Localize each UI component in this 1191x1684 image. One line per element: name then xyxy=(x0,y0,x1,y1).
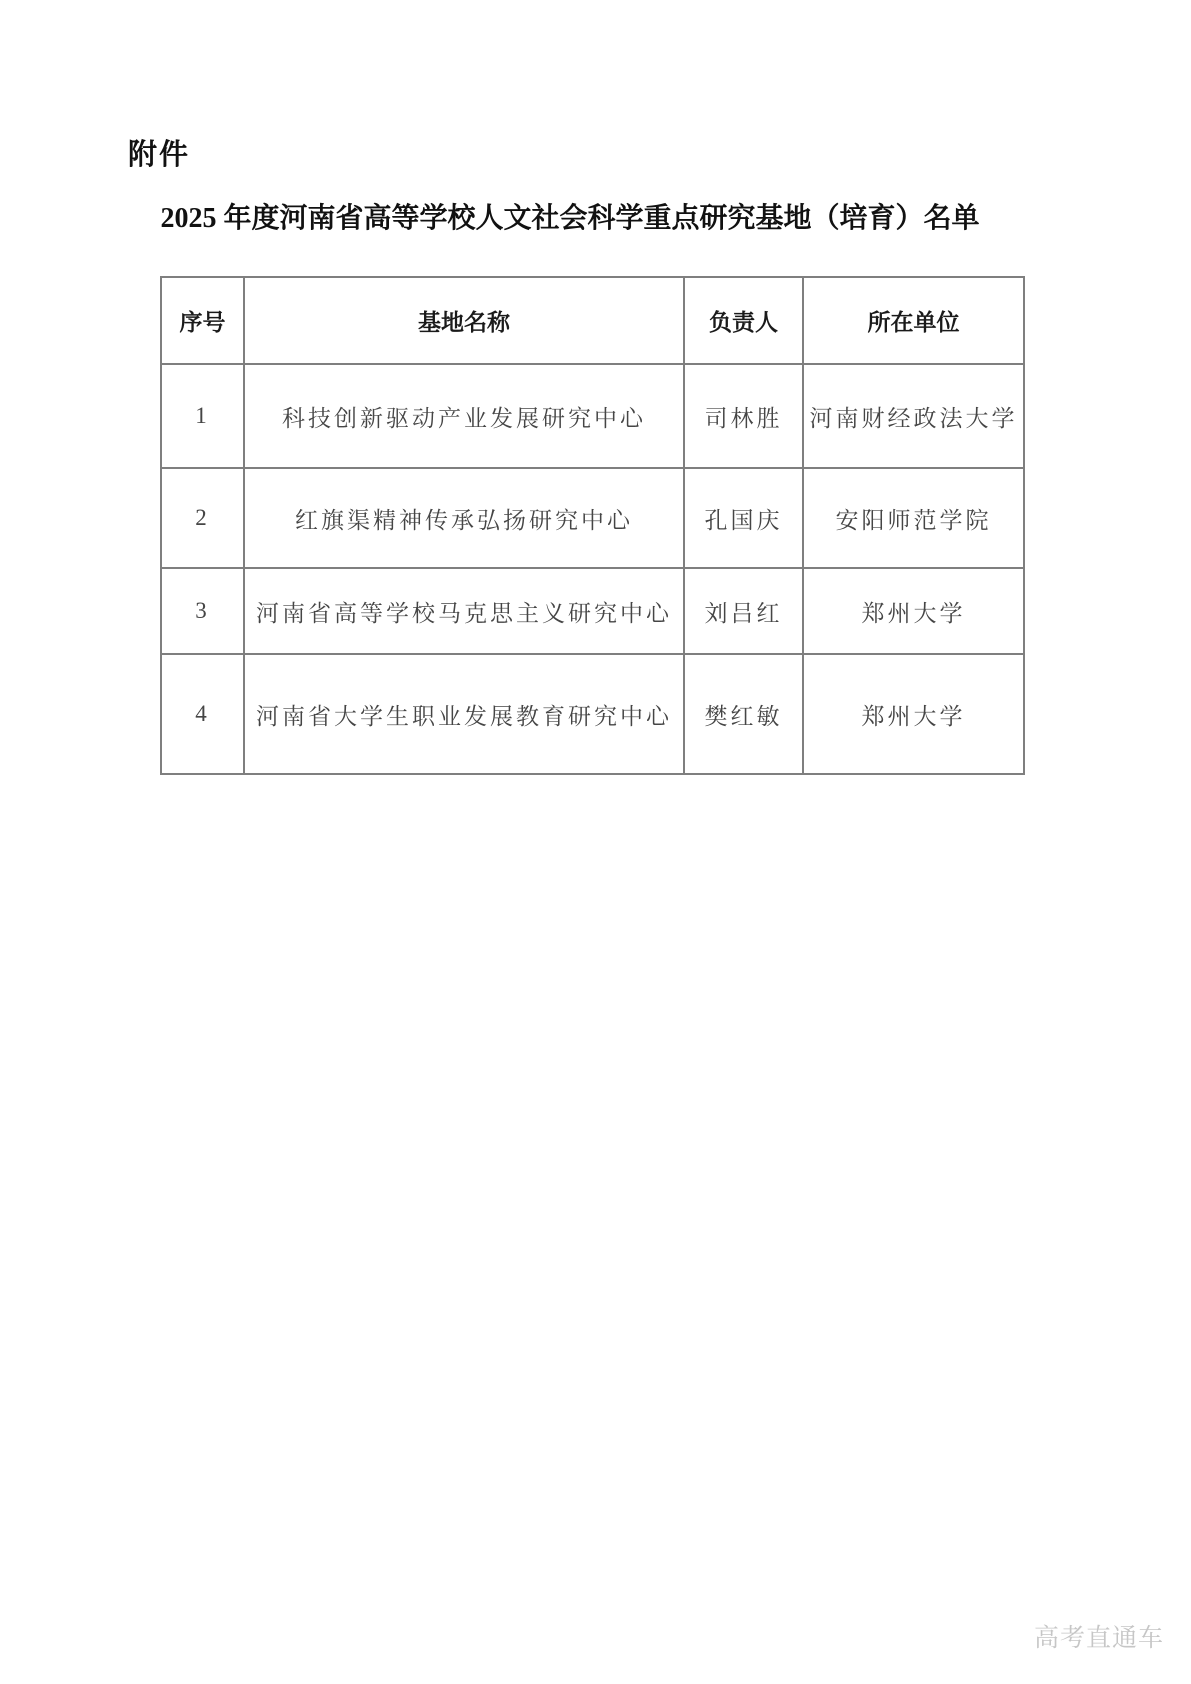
cell-leader: 孔国庆 xyxy=(684,468,803,568)
cell-base: 科技创新驱动产业发展研究中心 xyxy=(244,364,684,468)
cell-unit: 安阳师范学院 xyxy=(803,468,1024,568)
table-row xyxy=(161,468,1024,568)
research-bases-table xyxy=(160,276,1025,775)
column-header-leader: 负责人 xyxy=(684,277,803,364)
cell-index: 4 xyxy=(161,654,244,774)
cell-leader: 刘吕红 xyxy=(684,568,803,654)
table-row xyxy=(161,364,1024,468)
cell-unit: 郑州大学 xyxy=(803,654,1024,774)
cell-index: 3 xyxy=(161,568,244,654)
watermark-text: 高考直通车 xyxy=(1033,1624,1164,1652)
cell-base: 河南省高等学校马克思主义研究中心 xyxy=(244,568,684,654)
table-row xyxy=(161,654,1024,774)
column-header-index: 序号 xyxy=(161,277,244,364)
cell-leader: 司林胜 xyxy=(684,364,803,468)
attachment-label: 附件 xyxy=(128,139,191,171)
cell-index: 2 xyxy=(161,468,244,568)
cell-leader: 樊红敏 xyxy=(684,654,803,774)
column-header-unit: 所在单位 xyxy=(803,277,1024,364)
table-header-row xyxy=(161,277,1024,364)
cell-unit: 郑州大学 xyxy=(803,568,1024,654)
page-title: 2025 年度河南省高等学校人文社会科学重点研究基地（培育）名单 xyxy=(160,203,980,234)
column-header-base: 基地名称 xyxy=(244,277,684,364)
table-row xyxy=(161,568,1024,654)
cell-base: 河南省大学生职业发展教育研究中心 xyxy=(244,654,684,774)
cell-index: 1 xyxy=(161,364,244,468)
cell-base: 红旗渠精神传承弘扬研究中心 xyxy=(244,468,684,568)
cell-unit: 河南财经政法大学 xyxy=(803,364,1024,468)
